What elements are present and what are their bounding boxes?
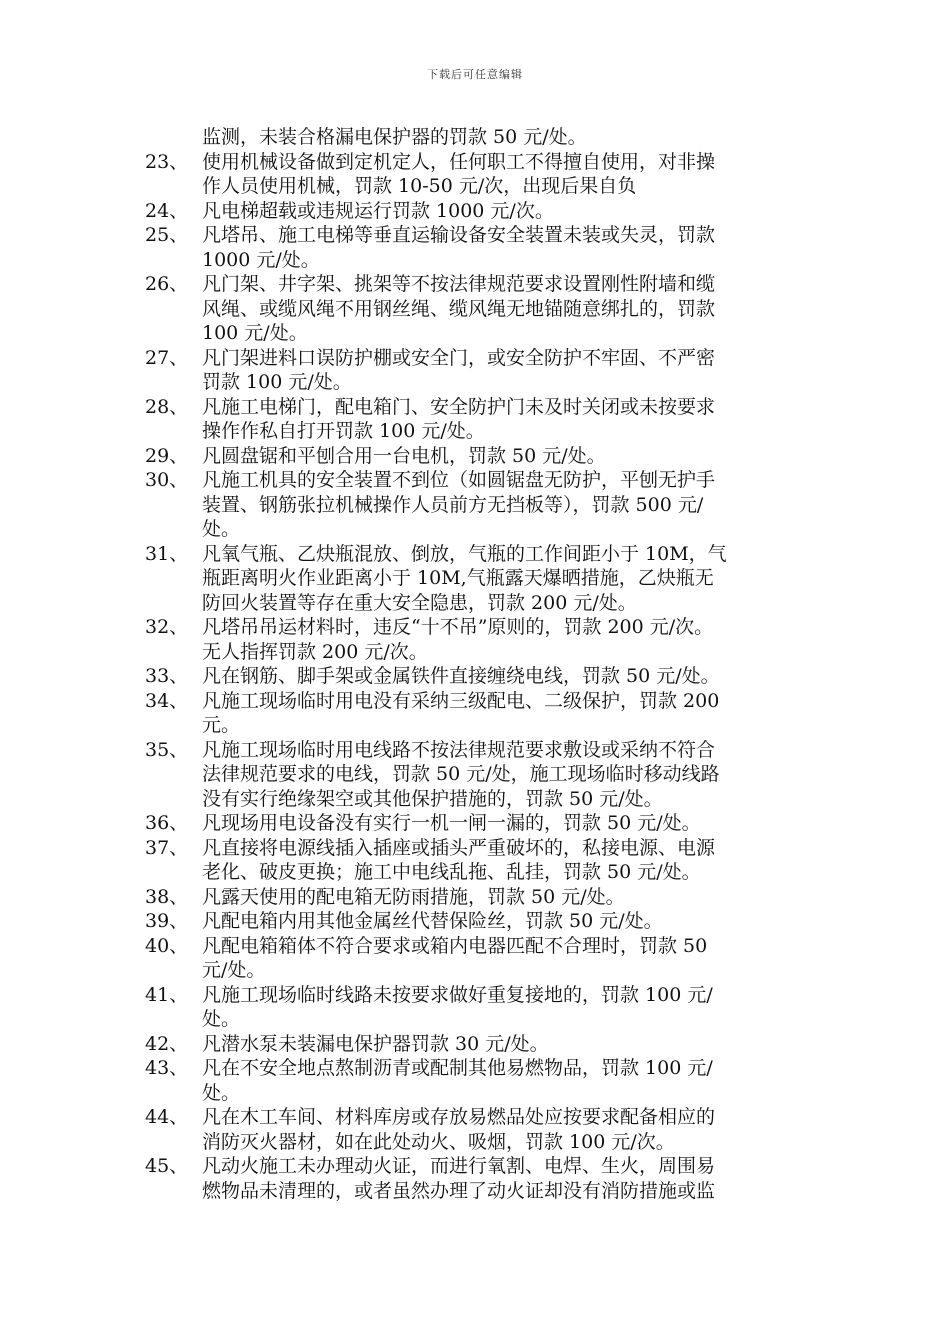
item-text-line: 100 元/处。 [202,322,308,344]
item-number: 44、 [145,1106,189,1128]
item-text-line: 处。 [202,1081,241,1104]
list-item [145,272,815,346]
list-item [145,811,815,836]
item-text [202,1032,815,1057]
item-text [202,444,815,469]
item-text-line: 消防灭火器材，如在此处动火、吸烟，罚款 100 元/次。 [202,1130,675,1153]
item-number: 31、 [145,542,189,565]
page-header: 下载后可任意编辑 [427,68,523,81]
item-text-line: 凡塔吊、施工电梯等垂直运输设备安全装置未装或失灵，罚款 [202,224,716,246]
list-item [145,983,815,1032]
continuation-line: 监测，未装合格漏电保护器的罚款 50 元/处。 [202,126,587,148]
item-text-line: 无人指挥罚款 200 元/次。 [202,640,428,663]
item-number: 38、 [145,885,189,908]
item-text [202,468,815,542]
item-text [202,1056,815,1105]
item-text-line: 凡在钢筋、脚手架或金属铁件直接缠绕电线，罚款 50 元/处。 [202,665,720,687]
item-text [202,542,815,616]
item-text [202,811,815,836]
item-text [202,909,815,934]
item-text-line: 没有实行绝缘架空或其他保护措施的，罚款 50 元/处。 [202,787,663,810]
item-text-line: 法律规范要求的电线，罚款 50 元/处，施工现场临时移动线路 [202,763,720,785]
item-text [202,738,815,812]
item-text-line: 处。 [202,1008,241,1030]
list-item [145,689,815,738]
item-text-line: 使用机械设备做到定机定人，任何职工不得擅自使用，对非操 [202,150,716,173]
list-item [145,199,815,224]
list-item [145,909,815,934]
item-number: 28、 [145,395,189,418]
item-text [202,199,815,224]
list-item [145,738,815,812]
regulation-list [145,125,815,1203]
item-text-line: 操作作私自打开罚款 100 元/处。 [202,420,485,442]
item-text-line: 凡在不安全地点熬制沥青或配制其他易燃物品，罚款 100 元/ [202,1057,713,1079]
item-text-line: 燃物品未清理的，或者虽然办理了动火证却没有消防措施或监 [202,1179,716,1202]
item-number: 23、 [145,150,189,173]
list-item [145,468,815,542]
list-item [145,664,815,689]
item-text-line: 凡直接将电源线插入插座或插头严重破坏的，私接电源、电源 [202,836,716,859]
item-number: 45、 [145,1155,189,1177]
list-item [145,395,815,444]
item-number: 26、 [145,273,189,295]
item-text-line: 装置、钢筋张拉机械操作人员前方无挡板等），罚款 500 元/ [202,493,704,516]
item-text-line: 凡施工现场临时用电没有采纳三级配电、二级保护，罚款 200 [202,689,720,712]
item-text-line: 元。 [202,714,241,736]
item-text-line: 防回火装置等存在重大安全隐患，罚款 200 元/处。 [202,591,637,614]
item-text [202,346,815,395]
item-text-line: 凡施工电梯门，配电箱门、安全防护门未及时关闭或未按要求 [202,395,716,418]
list-item [145,885,815,910]
item-text-line: 处。 [202,518,241,540]
list-item [145,1032,815,1057]
item-number: 36、 [145,812,189,834]
item-text [202,885,815,910]
item-number: 29、 [145,444,189,467]
item-text-line: 凡露天使用的配电箱无防雨措施，罚款 50 元/处。 [202,885,625,908]
item-text-line: 凡施工现场临时用电线路不按法律规范要求敷设或采纳不符合 [202,738,716,761]
item-number: 43、 [145,1057,189,1079]
item-number: 33、 [145,665,189,687]
item-text-line: 罚款 100 元/处。 [202,371,352,393]
item-text [202,983,815,1032]
item-text [202,615,815,664]
item-number: 34、 [145,689,189,712]
list-item [145,615,815,664]
item-number: 40、 [145,934,189,957]
item-number: 25、 [145,224,189,246]
item-number: 42、 [145,1032,189,1055]
list-item [145,934,815,983]
item-text-line: 凡塔吊吊运材料时，违反“十不吊”原则的，罚款 200 元/次。 [202,616,714,638]
list-item [145,223,815,272]
item-text [202,836,815,885]
item-number: 32、 [145,616,189,638]
item-text-line: 凡门架进料口误防护棚或安全门，或安全防护不牢固、不严密 [202,346,716,369]
item-text-line: 凡氧气瓶、乙炔瓶混放、倒放，气瓶的工作间距小于 10M，气 [202,542,727,565]
list-item [145,836,815,885]
item-text-line: 1000 元/处。 [202,248,320,271]
list-item [145,1154,815,1203]
item-text-line: 凡动火施工未办理动火证，而进行氧割、电焊、生火，周围易 [202,1155,716,1177]
item-text-line: 凡配电箱箱体不符合要求或箱内电器匹配不合理时，罚款 50 [202,934,708,957]
item-text-line: 作人员使用机械，罚款 10-50 元/次，出现后果自负 [202,175,637,197]
item-text [202,689,815,738]
item-number: 24、 [145,199,189,222]
list-item [145,1056,815,1105]
list-item [145,1105,815,1154]
list-items [145,150,815,1204]
item-text-line: 凡配电箱内用其他金属丝代替保险丝，罚款 50 元/处。 [202,910,663,932]
item-number: 37、 [145,836,189,859]
item-text-line: 凡现场用电设备没有实行一机一闸一漏的，罚款 50 元/处。 [202,812,701,834]
item-number: 30、 [145,469,189,491]
list-item [145,150,815,199]
list-item [145,346,815,395]
item-text [202,395,815,444]
item-text-line: 凡门架、井字架、挑架等不按法律规范要求设置刚性附墙和缆 [202,273,716,295]
item-text-line: 凡圆盘锯和平刨合用一台电机，罚款 50 元/处。 [202,444,606,467]
item-text [202,934,815,983]
item-text-line: 元/处。 [202,959,266,981]
item-text-line: 风绳、或缆风绳不用钢丝绳、缆风绳无地锚随意绑扎的，罚款 [202,297,716,320]
list-item [145,542,815,616]
item-number: 39、 [145,910,189,932]
item-text [202,150,815,199]
item-text-line: 凡电梯超载或违规运行罚款 1000 元/次。 [202,199,554,222]
item-text-line: 凡潜水泵未装漏电保护器罚款 30 元/处。 [202,1032,549,1055]
item-text-line: 瓶距离明火作业距离小于 10M,气瓶露天爆晒措施，乙炔瓶无 [202,567,714,589]
item-text-line: 凡在木工车间、材料库房或存放易燃品处应按要求配备相应的 [202,1106,716,1128]
item-text-line: 凡施工现场临时线路未按要求做好重复接地的，罚款 100 元/ [202,983,713,1006]
list-item [145,444,815,469]
item-number: 41、 [145,983,189,1006]
item-text [202,272,815,346]
item-text [202,1154,815,1203]
item-number: 35、 [145,738,189,761]
item-number: 27、 [145,346,189,369]
item-text-line: 老化、破皮更换；施工中电线乱拖、乱挂，罚款 50 元/处。 [202,861,701,883]
item-text [202,664,815,689]
item-text-line: 凡施工机具的安全装置不到位（如圆锯盘无防护，平刨无护手 [202,469,716,491]
item-text [202,1105,815,1154]
item-text [202,223,815,272]
